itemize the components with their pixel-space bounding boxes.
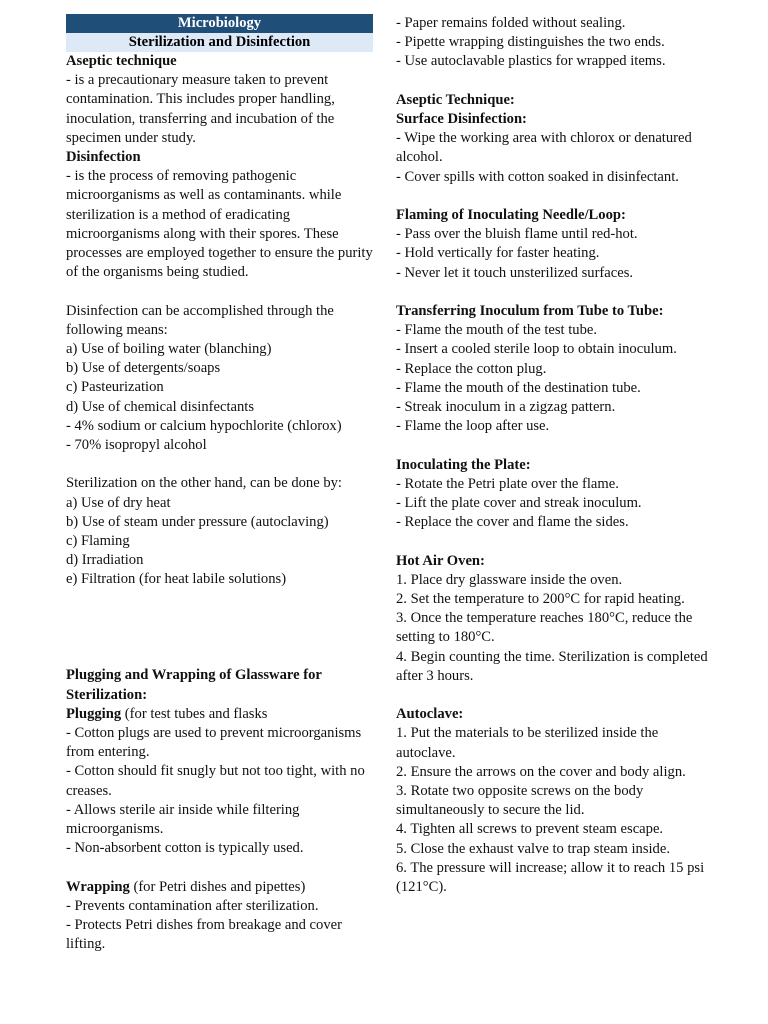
list-item: - Flame the mouth of the destination tube. <box>396 379 641 396</box>
list-item: d) Use of chemical disinfectants <box>66 398 255 415</box>
list-item: - 70% isopropyl alcohol <box>66 437 207 454</box>
list-item: 4. Tighten all screws to prevent steam escape. <box>396 821 664 838</box>
spacer <box>396 72 708 91</box>
plugging-note: (for test tubes and flasks <box>121 705 268 722</box>
aseptic-technique-text: - is a precautionary measure taken to prevent contamination. This includes proper handling, inoculation, transferring and incubation of the specimen under study. <box>66 72 335 146</box>
list-item: - Flame the loop after use. <box>396 418 550 435</box>
list-item: - Use autoclavable plastics for wrapped items. <box>396 53 666 70</box>
plugging-line <box>66 705 373 724</box>
list-item: - Insert a cooled sterile loop to obtain inoculum. <box>396 341 677 358</box>
disinfection-means-intro: Disinfection can be accomplished through the following means: <box>66 302 334 338</box>
list-item: - Cotton plugs are used to prevent microorganisms from entering. <box>66 725 362 761</box>
plugging-wrapping-heading: Plugging and Wrapping of Glassware for Sterilization: <box>66 667 322 703</box>
list-item: - Pipette wrapping distinguishes the two ends. <box>396 34 665 51</box>
list-item: 6. The pressure will increase; allow it to reach 15 psi (121°C). <box>396 859 705 896</box>
flaming-heading: Flaming of Inoculating Needle/Loop: <box>396 207 626 223</box>
list-item: 2. Ensure the arrows on the cover and body align. <box>396 763 686 780</box>
list-item: b) Use of detergents/soaps <box>66 360 221 377</box>
list-item: - Hold vertically for faster heating. <box>396 245 600 262</box>
hot-air-oven-heading: Hot Air Oven: <box>396 552 485 569</box>
transfer-heading: Transferring Inoculum from Tube to Tube: <box>396 303 664 319</box>
autoclave-heading: Autoclave: <box>396 706 464 723</box>
list-item: - Protects Petri dishes from breakage and cover lifting. <box>66 917 342 953</box>
list-item: - Streak inoculum in a zigzag pattern. <box>396 399 616 416</box>
right-column <box>396 14 708 897</box>
list-item: 5. Close the exhaust valve to trap steam inside. <box>396 840 670 857</box>
inoculating-plate-heading: Inoculating the Plate: <box>396 456 531 473</box>
disinfection-text: - is the process of removing pathogenic microorganisms as well as contaminants. while sterilization is a method of eradicating microorganisms along with their spores. These processes are employed together to ensure the purity of the organisms being studied. <box>66 168 373 281</box>
list-item: 2. Set the temperature to 200°C for rapid heating. <box>396 591 685 608</box>
spacer <box>66 590 373 667</box>
list-item: 3. Once the temperature reaches 180°C, reduce the setting to 180°C. <box>396 610 693 646</box>
plugging-label: Plugging <box>66 705 122 722</box>
list-item: - Non-absorbent cotton is typically used. <box>66 840 304 857</box>
list-item: a) Use of boiling water (blanching) <box>66 341 272 358</box>
sterilization-means-intro: Sterilization on the other hand, can be done by: <box>66 475 342 492</box>
list-item: - Paper remains folded without sealing. <box>396 15 626 31</box>
list-item: 3. Rotate two opposite screws on the body simultaneously to secure the lid. <box>396 783 644 819</box>
list-item: 4. Begin counting the time. Sterilization is completed after 3 hours. <box>396 648 708 684</box>
list-item: - Cover spills with cotton soaked in disinfectant. <box>396 168 679 185</box>
wrapping-line <box>66 878 373 897</box>
aseptic-technique-section-heading: Aseptic Technique: <box>396 91 515 108</box>
spacer <box>396 283 708 302</box>
spacer <box>66 858 373 877</box>
list-item: - Cotton should fit snugly but not too tight, with no creases. <box>66 763 365 799</box>
spacer <box>66 455 373 474</box>
list-item: - Replace the cotton plug. <box>396 360 547 377</box>
list-item: d) Irradiation <box>66 552 144 569</box>
list-item: - Prevents contamination after sterilization. <box>66 897 319 914</box>
list-item: - Pass over the bluish flame until red-hot. <box>396 226 638 243</box>
spacer <box>66 282 373 301</box>
list-item: b) Use of steam under pressure (autoclaving) <box>66 513 329 530</box>
list-item: - 4% sodium or calcium hypochlorite (chlorox) <box>66 417 342 434</box>
spacer <box>396 187 708 206</box>
list-item: - Replace the cover and flame the sides. <box>396 514 629 531</box>
spacer <box>396 686 708 705</box>
wrapping-note: (for Petri dishes and pipettes) <box>129 878 306 895</box>
left-column <box>66 14 373 954</box>
wrapping-label: Wrapping <box>66 878 130 895</box>
aseptic-technique-heading: Aseptic technique <box>66 53 177 69</box>
list-item: - Lift the plate cover and streak inoculum. <box>396 495 642 512</box>
list-item: c) Flaming <box>66 533 130 550</box>
spacer <box>396 532 708 551</box>
list-item: e) Filtration (for heat labile solutions) <box>66 571 287 588</box>
surface-disinfection-heading: Surface Disinfection: <box>396 111 527 127</box>
page-subheader: Sterilization and Disinfection <box>66 33 373 52</box>
list-item: - Allows sterile air inside while filtering microorganisms. <box>66 801 300 838</box>
list-item: - Flame the mouth of the test tube. <box>396 322 598 339</box>
disinfection-heading: Disinfection <box>66 149 141 166</box>
list-item: c) Pasteurization <box>66 379 164 396</box>
list-item: - Wipe the working area with chlorox or denatured alcohol. <box>396 130 692 166</box>
page-header: Microbiology <box>66 14 373 33</box>
list-item: - Never let it touch unsterilized surfaces. <box>396 264 634 281</box>
list-item: - Rotate the Petri plate over the flame. <box>396 475 619 492</box>
list-item: a) Use of dry heat <box>66 494 171 511</box>
list-item: 1. Place dry glassware inside the oven. <box>396 571 623 588</box>
list-item: 1. Put the materials to be sterilized inside the autoclave. <box>396 725 659 761</box>
spacer <box>396 436 708 455</box>
